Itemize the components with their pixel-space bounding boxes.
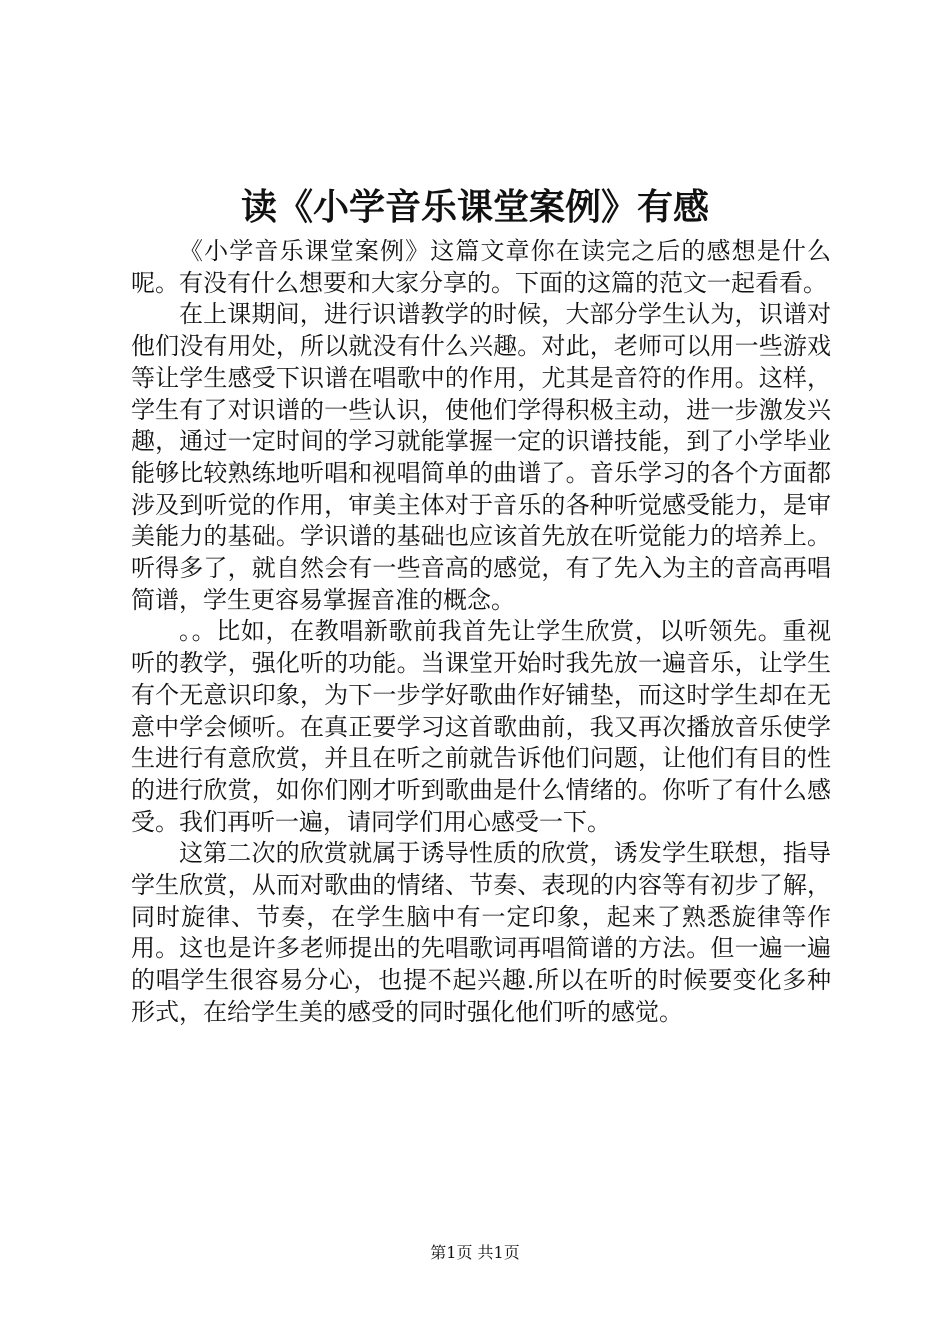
paragraph-listening-first: 。。比如，在教唱新歌前我首先让学生欣赏，以听领先。重视听的教学，强化听的功能。当课堂开始时我先放一遍音乐，让学生有个无意识印象，为下一步学好歌曲作好铺垫，而这时学生却在无意中学会倾听。在真正要学习这首歌曲前，我又再次播放音乐使学生进行有意欣赏，并且在听之前就告诉他们问题，让他们有目的性的进行欣赏，如你们刚才听到歌曲是什么情绪的。你听了有什么感受。我们再听一遍，请同学们用心感受一下。 bbox=[131, 617, 831, 836]
page-footer: 第1页 共1页 bbox=[430, 1243, 520, 1262]
document-body bbox=[131, 236, 831, 1029]
paragraph-second-listening: 这第二次的欣赏就属于诱导性质的欣赏，诱发学生联想，指导学生欣赏，从而对歌曲的情绪、节奏、表现的内容等有初步了解，同时旋律、节奏，在学生脑中有一定印象，起来了熟悉旋律等作用。这也是许多老师提出的先唱歌词再唱简谱的方法。但一遍一遍的唱学生很容易分心，也提不起兴趣.所以在听的时候要变化多种形式，在给学生美的感受的同时强化他们听的感觉。 bbox=[131, 839, 831, 1026]
paragraph-intro: 《小学音乐课堂案例》这篇文章你在读完之后的感想是什么呢。有没有什么想要和大家分享的。下面的这篇的范文一起看看。 bbox=[131, 237, 831, 297]
page-title: 读《小学音乐课堂案例》有感 bbox=[240, 186, 709, 228]
paragraph-sight-reading: 在上课期间，进行识谱教学的时候，大部分学生认为，识谱对他们没有用处，所以就没有什么兴趣。对此，老师可以用一些游戏等让学生感受下识谱在唱歌中的作用，尤其是音符的作用。这样，学生有了对识谱的一些认识，使他们学得积极主动，进一步激发兴趣，通过一定时间的学习就能掌握一定的识谱技能，到了小学毕业能够比较熟练地听唱和视唱简单的曲谱了。音乐学习的各个方面都涉及到听觉的作用，审美主体对于音乐的各种听觉感受能力，是审美能力的基础。学识谱的基础也应该首先放在听觉能力的培养上。听得多了，就自然会有一些音高的感觉，有了先入为主的音高再唱简谱，学生更容易掌握音准的概念。 bbox=[131, 300, 831, 614]
